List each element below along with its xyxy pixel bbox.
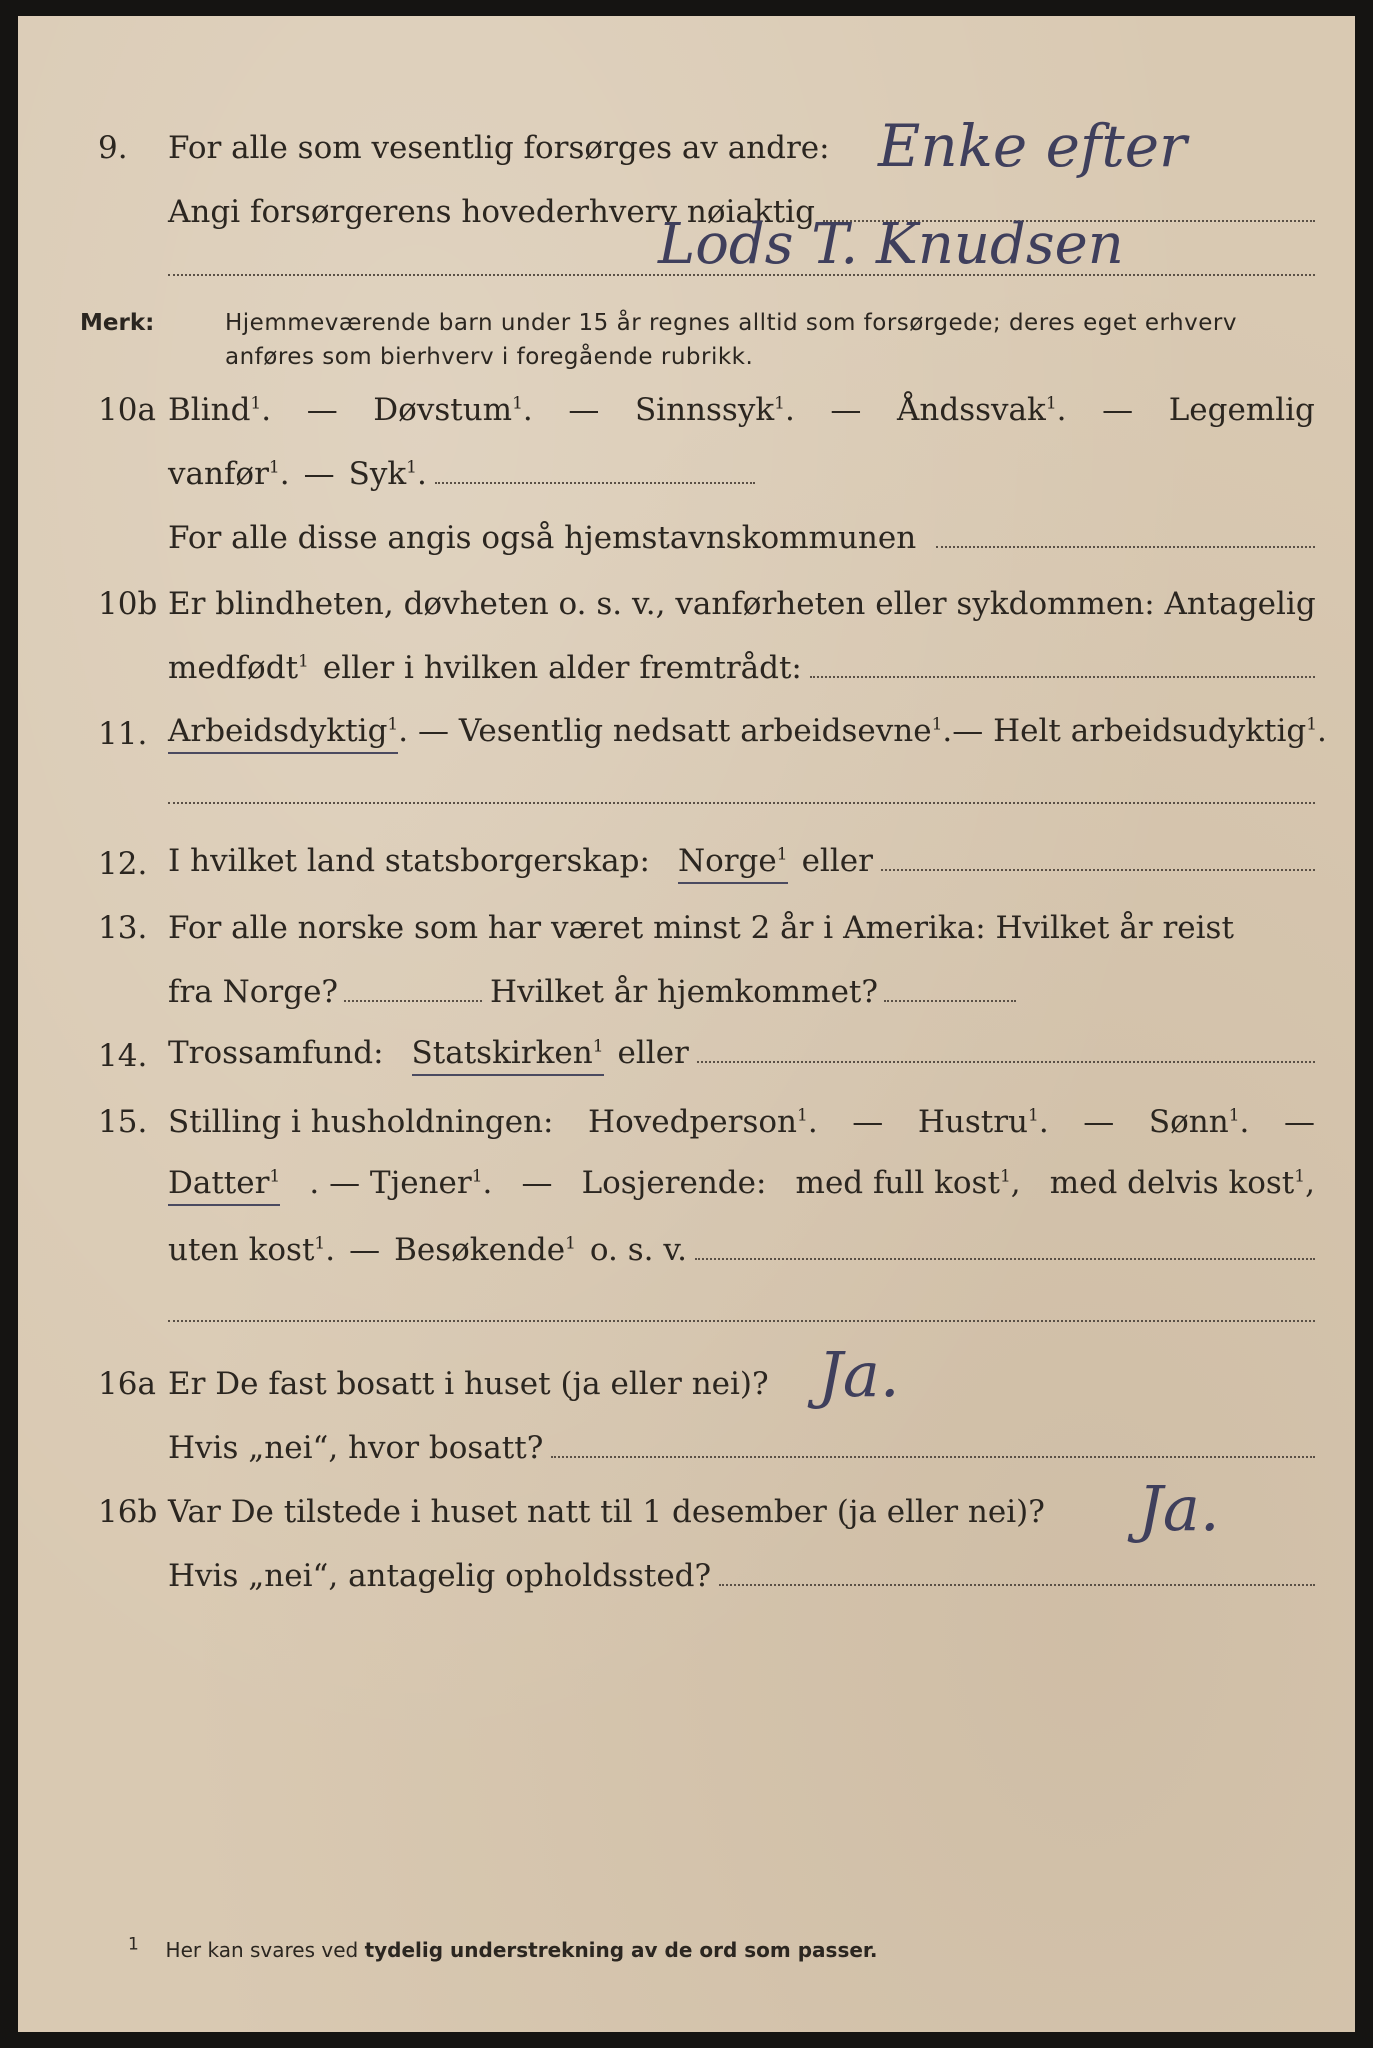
answer-line xyxy=(551,1456,1315,1458)
q10a-number: 10a xyxy=(98,392,156,428)
q13-number: 13. xyxy=(98,910,148,946)
q12-eller: eller xyxy=(801,843,873,879)
merk-line-2: anføres som bierhverv i foregående rubrikk. xyxy=(225,344,754,370)
q15-uten-kost: uten kost$^1$. xyxy=(168,1232,336,1268)
q15-delvis-kost: med delvis kost$^1$, xyxy=(1049,1165,1315,1201)
q10b-medfodt: medfødt$^1$ xyxy=(168,650,309,686)
q12-text: I hvilket land statsborgerskap: xyxy=(168,843,650,879)
q15-hovedperson: Hovedperson$^1$. xyxy=(588,1104,818,1140)
answer-line xyxy=(884,1000,1016,1002)
answer-line xyxy=(435,482,755,484)
dash: — xyxy=(568,392,600,428)
footnote-text-b: tydelig understrekning av de ord som passer. xyxy=(364,1938,878,1962)
q10b-line2: eller i hvilken alder fremtrådt: xyxy=(322,650,802,686)
q14-text: Trossamfund: xyxy=(168,1035,384,1071)
q16b-handwritten-answer: Ja. xyxy=(1138,1472,1220,1545)
footnote-text-a: Her kan svares ved xyxy=(165,1938,359,1962)
q10a-legemlig: Legemlig xyxy=(1168,392,1315,428)
q16a-line1: Er De fast bosatt i huset (ja eller nei)? xyxy=(168,1366,769,1402)
q9-handwritten-answer-1: Enke efter xyxy=(878,112,1187,180)
dash: — xyxy=(349,1232,381,1268)
q11-part3: — Helt arbeidsudyktig$^1$. xyxy=(952,713,1327,749)
q15-tjener: . — Tjener$^1$. xyxy=(309,1165,493,1201)
dash: — xyxy=(306,392,338,428)
dash: — xyxy=(852,1104,884,1140)
q15-besokende: Besøkende$^1$ xyxy=(394,1232,576,1268)
q16a-number: 16a xyxy=(98,1366,156,1402)
answer-line xyxy=(936,546,1315,548)
dash: — xyxy=(1083,1104,1115,1140)
merk-line-1: Hjemmeværende barn under 15 år regnes alltid som forsørgede; deres eget erhverv xyxy=(225,310,1237,336)
q12-row xyxy=(18,840,1355,890)
q16a-line2: Hvis „nei“, hvor bosatt? xyxy=(168,1430,544,1466)
q16b-line1: Var De tilstede i huset natt til 1 desember (ja eller nei)? xyxy=(168,1494,1045,1530)
q15-losjerende: Losjerende: xyxy=(581,1165,767,1201)
q15-datter-underlined: Datter$^1$ xyxy=(168,1163,280,1206)
q12-norge-underlined: Norge$^1$ xyxy=(678,841,788,884)
q10a-dovstum: Døvstum$^1$. xyxy=(373,392,533,428)
q11-part2: . — Vesentlig nedsatt arbeidsevne$^1$. xyxy=(398,713,953,749)
q16a-row-1 xyxy=(18,1360,1355,1410)
q15-row-2 xyxy=(18,1162,1355,1212)
q9-line1: For alle som vesentlig forsørges av andre: xyxy=(168,130,830,166)
q9-number: 9. xyxy=(98,130,128,166)
q10b-row-2 xyxy=(18,644,1355,694)
q13-row-2 xyxy=(18,968,1355,1018)
q10b-number: 10b xyxy=(98,586,158,622)
q16b-number: 16b xyxy=(98,1494,158,1530)
q14-number: 14. xyxy=(98,1038,148,1074)
footnote-marker: 1 xyxy=(128,1934,139,1955)
q9-line2: Angi forsørgerens hovederhverv nøiaktig xyxy=(168,194,815,230)
q15-row-3 xyxy=(18,1226,1355,1276)
q12-number: 12. xyxy=(98,846,148,882)
q13-row-1 xyxy=(18,904,1355,954)
q10a-row-2 xyxy=(18,450,1355,500)
q14-row xyxy=(18,1032,1355,1082)
q16b-line2: Hvis „nei“, antagelig opholdssted? xyxy=(168,1558,712,1594)
answer-line xyxy=(168,1320,1315,1322)
q15-lead: Stilling i husholdningen: xyxy=(168,1104,554,1140)
q13-line1: For alle norske som har været minst 2 år i Amerika: Hvilket år reist xyxy=(168,910,1234,946)
dash: — xyxy=(830,392,862,428)
q11-number: 11. xyxy=(98,716,148,752)
q15-osv: o. s. v. xyxy=(589,1232,688,1268)
q15-sonn: Sønn$^1$. xyxy=(1148,1104,1250,1140)
answer-line xyxy=(697,1061,1315,1063)
q10b-row-1 xyxy=(18,580,1355,630)
census-form-page xyxy=(18,16,1355,2032)
answer-line xyxy=(719,1584,1315,1586)
q10a-line3: For alle disse angis også hjemstavnskommunen xyxy=(168,520,917,556)
q15-row-1 xyxy=(18,1098,1355,1148)
q10a-syk: Syk$^1$. xyxy=(348,456,427,492)
dash: — xyxy=(303,456,335,492)
q16a-handwritten-answer: Ja. xyxy=(818,1338,900,1411)
q10a-sinnssyk: Sinnssyk$^1$. xyxy=(634,392,795,428)
q10a-row-1 xyxy=(18,386,1355,436)
answer-line xyxy=(344,1000,482,1002)
q10a-andssvak: Åndssvak$^1$. xyxy=(897,392,1067,428)
q16b-row-2 xyxy=(18,1552,1355,1602)
q15-hustru: Hustru$^1$. xyxy=(917,1104,1049,1140)
q10a-row-3 xyxy=(18,514,1355,564)
answer-line xyxy=(881,869,1315,871)
dash: — xyxy=(521,1165,553,1201)
q16a-row-2 xyxy=(18,1424,1355,1474)
q11-arbeidsdyktig-underlined: Arbeidsdyktig$^1$ xyxy=(168,711,398,754)
answer-line xyxy=(810,676,1315,678)
dash: — xyxy=(1102,392,1134,428)
merk-label: Merk: xyxy=(80,310,155,336)
q15-number: 15. xyxy=(98,1104,148,1140)
q11-row xyxy=(18,710,1355,760)
q10a-blind: Blind$^1$. xyxy=(168,392,272,428)
q13-fra-norge: fra Norge? xyxy=(168,974,339,1010)
answer-line xyxy=(695,1258,1315,1260)
answer-line xyxy=(168,802,1315,804)
q15-full-kost: med full kost$^1$, xyxy=(795,1165,1021,1201)
q14-eller: eller xyxy=(617,1035,689,1071)
q13-hjemkommet: Hvilket år hjemkommet? xyxy=(490,974,879,1010)
q10a-vanfor: vanfør$^1$. xyxy=(168,456,290,492)
q10b-line1: Er blindheten, døvheten o. s. v., vanførheten eller sykdommen: Antagelig xyxy=(168,586,1316,622)
q9-handwritten-answer-2: Lods T. Knudsen xyxy=(658,212,1124,277)
dash: — xyxy=(1283,1104,1315,1140)
q14-statskirken-underlined: Statskirken$^1$ xyxy=(412,1033,604,1076)
footnote xyxy=(128,1934,878,1962)
